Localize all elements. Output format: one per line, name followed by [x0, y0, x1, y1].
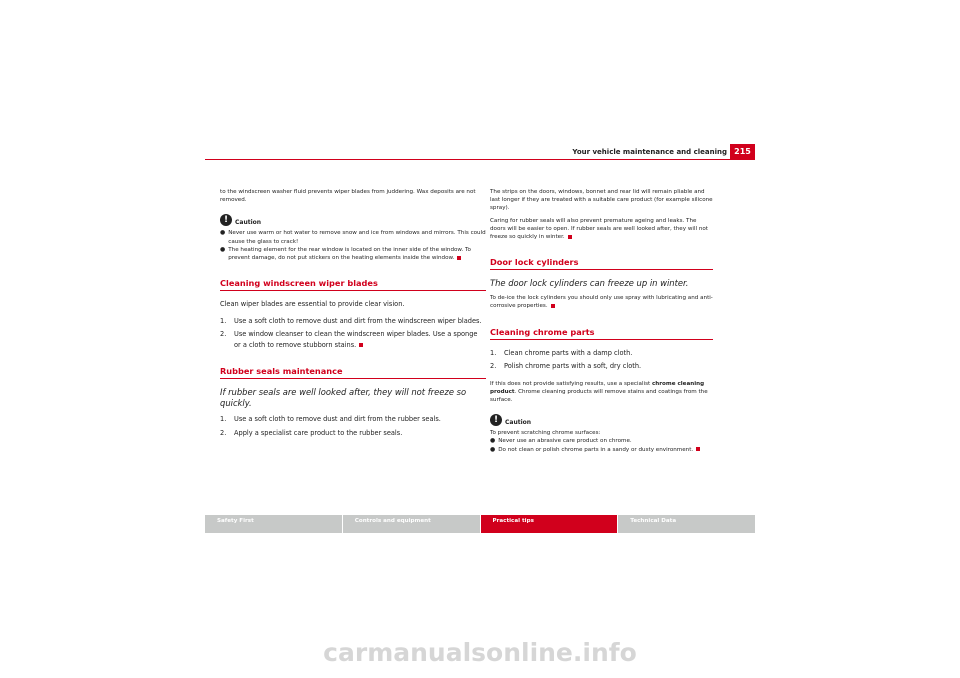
- caution-item: ● The heating element for the rear window is located on the inner side of the window. To prevent damage, do not put stickers on the heating elements inside the window.: [220, 245, 471, 262]
- section-heading-wiper: Cleaning windscreen wiper blades: [220, 278, 486, 291]
- caution-icon: !: [220, 214, 232, 226]
- list-item: 1. Use a soft cloth to remove dust and dirt from the windscreen wiper blades.: [220, 316, 482, 325]
- caution-block-2: [490, 414, 713, 426]
- door-text: To de-ice the lock cylinders you should only use spray with lubricating and anti-corrosive properties.: [490, 295, 713, 310]
- caution-icon: !: [490, 414, 502, 426]
- bullet-icon: ●: [490, 437, 496, 445]
- intro-text: to the windscreen washer fluid prevents wiper blades from juddering. Wax deposits are not removed.: [220, 189, 476, 204]
- list-item: 1. Use a soft cloth to remove dust and dirt from the rubber seals.: [220, 415, 441, 424]
- chrome-paragraph: If this does not provide satisfying results, use a specialist chrome cleaning product. Chrome cleaning products will remove stains and coatings from the surface.: [490, 380, 708, 404]
- right-column: [490, 188, 713, 454]
- caution-item: ● Do not clean or polish chrome parts in a sandy or dusty environment.: [490, 446, 713, 454]
- page-number: 215: [730, 144, 755, 159]
- section-heading-rubber: Rubber seals maintenance: [220, 366, 486, 379]
- door-subheading: The door lock cylinders can freeze up in winter.: [490, 278, 689, 289]
- bullet-icon: ●: [220, 245, 226, 253]
- header-title: Your vehicle maintenance and cleaning: [572, 148, 727, 156]
- wiper-intro: Clean wiper blades are essential to provide clear vision.: [220, 300, 405, 309]
- end-mark-icon: [359, 343, 363, 347]
- left-column: [220, 188, 486, 441]
- caution-label: Caution: [235, 219, 262, 227]
- caution-item: ● Never use an abrasive care product on chrome.: [490, 437, 632, 445]
- end-mark-icon: [551, 304, 555, 308]
- list-item: 2. Apply a specialist care product to the rubber seals.: [220, 428, 403, 437]
- tab-practical-tips[interactable]: Practical tips: [481, 515, 618, 533]
- bullet-icon: ●: [220, 229, 226, 237]
- seal-paragraph-2: Caring for rubber seals will also prevent premature ageing and leaks. The doors will be easier to open. If rubber seals are well looked after, they will not freeze so quickly in winter.: [490, 217, 709, 241]
- footer-nav: [205, 515, 755, 533]
- caution-label: Caution: [505, 419, 532, 427]
- list-item: 2. Use window cleanser to clean the windscreen wiper blades. Use a sponge or a cloth to remove stubborn stains.: [220, 330, 478, 349]
- tab-technical-data[interactable]: Technical Data: [618, 515, 755, 533]
- watermark-text: carmanualsonline.info: [323, 638, 637, 667]
- end-mark-icon: [696, 447, 700, 451]
- rubber-subheading: If rubber seals are well looked after, they will not freeze so quickly.: [220, 387, 467, 409]
- tab-controls-and-equipment[interactable]: Controls and equipment: [343, 515, 480, 533]
- seal-paragraph-1: The strips on the doors, windows, bonnet and rear lid will remain pliable and last longer if they are treated with a suitable care product (for example silicone spray).: [490, 189, 713, 212]
- list-item: 2. Polish chrome parts with a soft, dry cloth.: [490, 362, 642, 371]
- section-heading-door: Door lock cylinders: [490, 257, 713, 270]
- caution-block-1: [220, 214, 486, 226]
- tab-safety-first[interactable]: Safety First: [205, 515, 342, 533]
- section-heading-chrome: Cleaning chrome parts: [490, 327, 713, 340]
- caution-intro: To prevent scratching chrome surfaces:: [490, 430, 601, 437]
- end-mark-icon: [568, 235, 572, 239]
- list-item: 1. Clean chrome parts with a damp cloth.: [490, 348, 633, 357]
- bullet-icon: ●: [490, 445, 496, 453]
- caution-item: ● Never use warm or hot water to remove snow and ice from windows and mirrors. This could cause the glass to crack!: [220, 229, 486, 245]
- header-rule: [205, 159, 755, 160]
- end-mark-icon: [457, 256, 461, 260]
